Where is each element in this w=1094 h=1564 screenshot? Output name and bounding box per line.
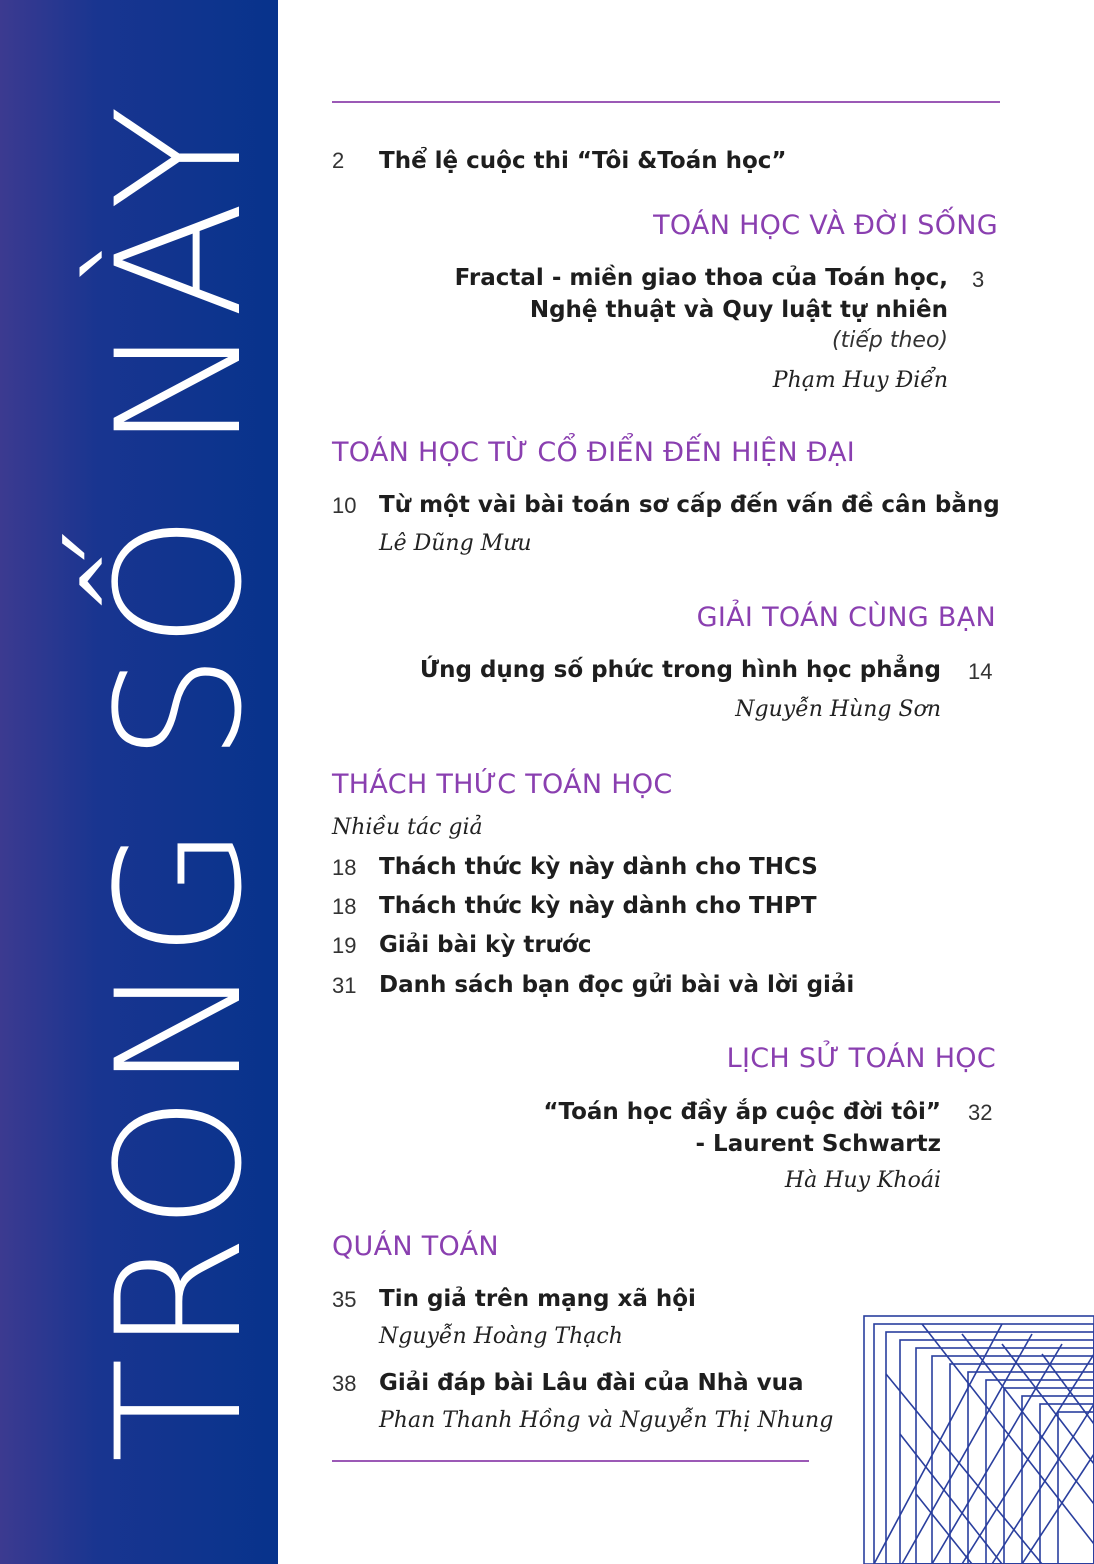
section-heading-thach-thuc-toan-hoc: THÁCH THỨC TOÁN HỌC: [332, 769, 673, 800]
toc-entry-author: Nguyễn Hoàng Thạch: [379, 1324, 623, 1349]
top-divider: [332, 101, 1000, 103]
section-heading-lich-su-toan-hoc: LỊCH SỬ TOÁN HỌC: [726, 1043, 996, 1074]
section-author: Nhiều tác giả: [332, 815, 483, 840]
toc-entry-title[interactable]: Ứng dụng số phức trong hình học phẳng: [419, 657, 941, 683]
geometric-lattice-icon: [862, 1314, 1094, 1564]
toc-entry-page: 35: [332, 1287, 357, 1312]
toc-entry-author: Lê Dũng Mưu: [379, 531, 532, 556]
toc-entry-title[interactable]: Danh sách bạn đọc gửi bài và lời giải: [379, 972, 855, 998]
toc-entry-title[interactable]: Giải bài kỳ trước: [379, 932, 592, 958]
intro-page-number: 2: [332, 148, 345, 173]
toc-entry-note: (tiếp theo): [832, 328, 948, 353]
toc-entry-page: 18: [332, 894, 357, 919]
section-heading-quan-toan: QUÁN TOÁN: [332, 1231, 499, 1262]
toc-entry-title-fractal-line2[interactable]: Nghệ thuật và Quy luật tự nhiên: [529, 297, 948, 323]
toc-entry-title-line1[interactable]: “Toán học đầy ắp cuộc đời tôi”: [543, 1099, 941, 1125]
bottom-divider: [332, 1460, 809, 1462]
toc-entry-page: 31: [332, 973, 357, 998]
toc-entry-author: Hà Huy Khoái: [784, 1168, 941, 1193]
toc-entry-page: 32: [968, 1100, 993, 1125]
toc-entry-page: 10: [332, 493, 357, 518]
toc-entry-page: 19: [332, 933, 357, 958]
toc-entry-title[interactable]: Từ một vài bài toán sơ cấp đến vấn đề cân bằng: [379, 492, 1000, 518]
toc-entry-author: Phạm Huy Điển: [772, 368, 948, 393]
sidebar-title: TRONG SỐ NÀY: [79, 101, 280, 1463]
toc-entry-title-line2[interactable]: - Laurent Schwartz: [695, 1131, 941, 1157]
toc-entry-title[interactable]: Giải đáp bài Lâu đài của Nhà vua: [379, 1370, 804, 1396]
section-heading-co-dien-hien-dai: TOÁN HỌC TỪ CỔ ĐIỂN ĐẾN HIỆN ĐẠI: [332, 437, 855, 468]
toc-entry-page: 38: [332, 1371, 357, 1396]
toc-entry-page: 18: [332, 855, 357, 880]
toc-entry-title-fractal-line1[interactable]: Fractal - miền giao thoa của Toán học,: [454, 265, 948, 291]
toc-entry-author: Nguyễn Hùng Sơn: [735, 697, 941, 722]
toc-entry-author: Phan Thanh Hồng và Nguyễn Thị Nhung: [379, 1408, 834, 1433]
section-heading-giai-toan-cung-ban: GIẢI TOÁN CÙNG BẠN: [696, 602, 996, 633]
toc-entry-title[interactable]: Tin giả trên mạng xã hội: [379, 1286, 696, 1312]
intro-title[interactable]: Thể lệ cuộc thi “Tôi &Toán học”: [379, 148, 787, 174]
section-heading-toan-hoc-va-doi-song: TOÁN HỌC VÀ ĐỜI SỐNG: [653, 210, 998, 241]
sidebar-banner: [0, 0, 278, 1564]
toc-entry-title[interactable]: Thách thức kỳ này dành cho THCS: [379, 854, 818, 880]
toc-entry-page: 14: [968, 659, 993, 684]
toc-entry-page-fractal: 3: [972, 267, 985, 292]
toc-entry-title[interactable]: Thách thức kỳ này dành cho THPT: [379, 893, 817, 919]
